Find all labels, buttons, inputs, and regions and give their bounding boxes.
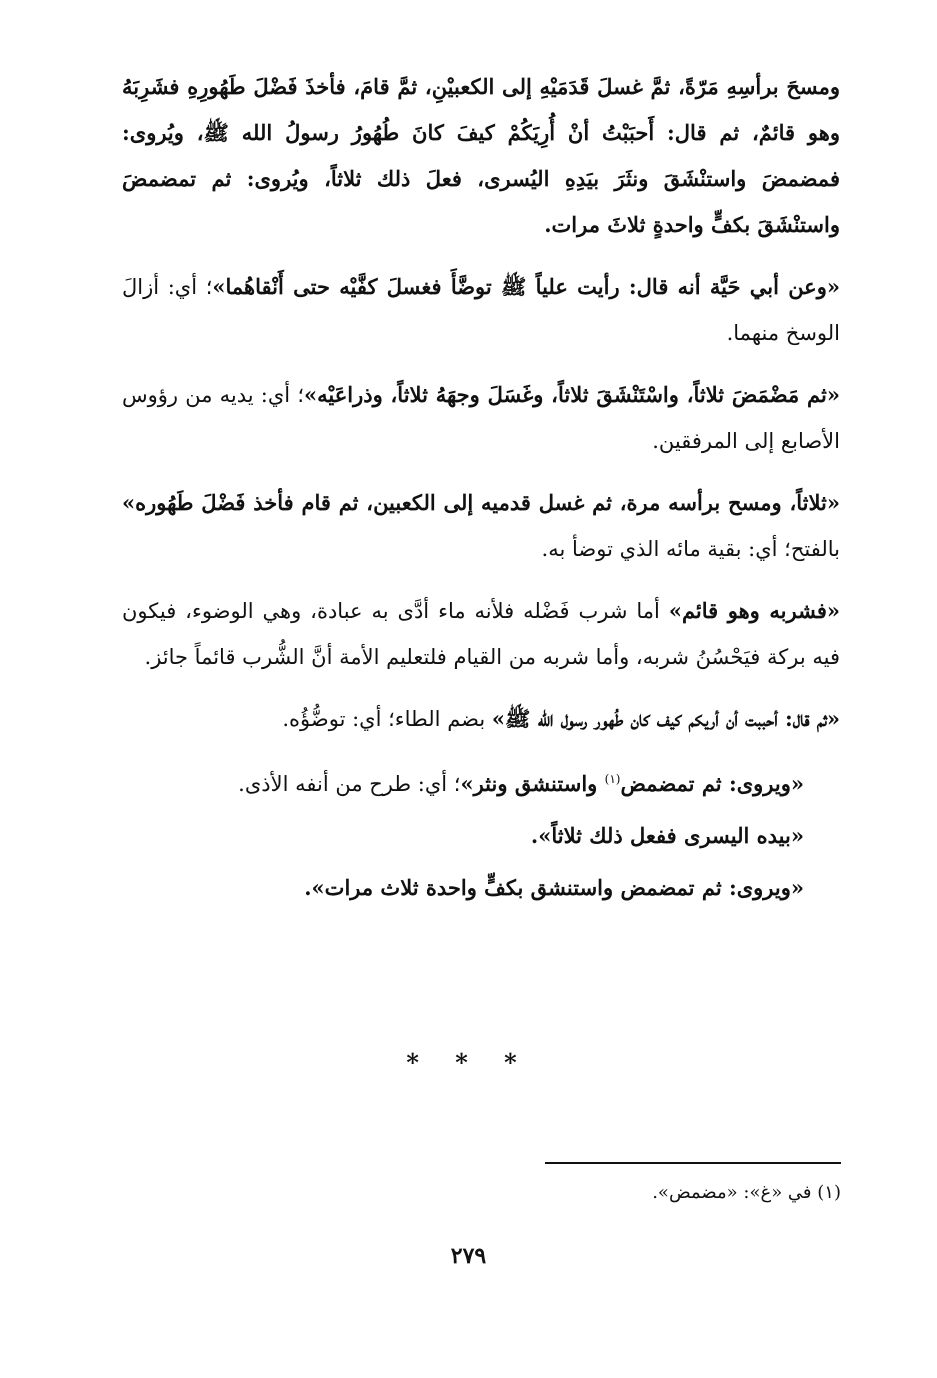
quote-text: «وعن أبي حَيَّة أنه قال: رأيت علياً ﷺ توضَّأَ فغسلَ كفَّيْه حتى أَنْقاهُما» <box>212 274 840 299</box>
paragraph-commentary-8: «ويروى: ثم تمضمض واستنشق بكفٍّ واحدة ثلاث مرات». <box>304 875 804 900</box>
footnote: (١) في «غ»: «مضمض». <box>652 1182 841 1203</box>
quote-text: «ثلاثاً، ومسح برأسه مرة، ثم غسل قدميه إلى الكعبين، ثم قام فأخذ فَضْلَ طَهُوره» <box>122 490 840 515</box>
quote-text: «فشربه وهو قائم» <box>668 598 840 623</box>
commentary-text: ؛ أي: طرح من أنفه الأذى. <box>238 772 461 796</box>
paragraph-commentary-2 <box>122 372 840 464</box>
commentary-text: أما شرب فَضْله فلأنه ماء أدَّى به عبادة، وهي الوضوء، فيكون فيه بركة فيَحْسُنُ شربه، وأما شربه من القيام فلتعليم الأمة أنَّ الشُّرب قائماً جائز. <box>122 599 840 669</box>
quote-text-continued: واستنشق ونثر» <box>460 771 605 796</box>
commentary-text: بالفتح؛ أي: بقية مائه الذي توضأ به. <box>541 537 840 561</box>
commentary-text: ؛ أي: يديه من رؤوس الأصابع إلى المرفقين. <box>122 383 840 453</box>
paragraph-commentary-1 <box>122 264 840 356</box>
paragraph-hadith: ومسحَ برأسِهِ مَرّةً، ثمَّ غسلَ قَدَمَيْهِ إلى الكعبيْنِ، ثمَّ قامَ، فأخذَ فَضْلَ طَهُورِهِ فشَرِبَهُ وهو قائمٌ، ثم قال: أَحبَبْتُ أنْ أُرِيَكُمْ كيفَ كانَ طُهُورُ رسولُ الله ﷺ، ويُروى: فمضمضَ واستنْشَقَ ونثَرَ بيَدِهِ اليُسرى، فعلَ ذلك ثلاثاً، ويُروى: ثم تمضمضَ واستنْشَقَ بكفٍّ واحدةٍ ثلاثَ مرات. <box>122 74 840 237</box>
main-text <box>122 64 840 917</box>
quote-text: «ثم قال: أحببت أن أريكم كيف كان طُهور رسول الله ﷺ» <box>491 706 840 731</box>
commentary-text: بضم الطاء؛ أي: توضُّؤُه. <box>282 707 492 731</box>
paragraph-commentary-3 <box>122 480 840 572</box>
footnote-reference: (١) <box>604 772 621 786</box>
paragraph-commentary-6 <box>122 756 840 807</box>
paragraph-commentary-5 <box>122 696 840 742</box>
footnote-divider <box>545 1162 841 1164</box>
paragraph-commentary-7: «بيده اليسرى ففعل ذلك ثلاثاً». <box>530 823 804 848</box>
section-separator: * * * <box>406 1048 531 1077</box>
paragraph-commentary-4 <box>122 588 840 680</box>
commentary-text: ؛ أي: أزالَ الوسخ منهما. <box>122 275 840 345</box>
page-number: ٢٧٩ <box>450 1243 487 1269</box>
quote-text: «ويروى: ثم تمضمض <box>620 771 804 796</box>
quote-text: «ثم مَضْمَضَ ثلاثاً، واسْتَنْشَقَ ثلاثاً، وغَسَلَ وجهَهُ ثلاثاً، وذراعَيْه» <box>304 382 840 407</box>
